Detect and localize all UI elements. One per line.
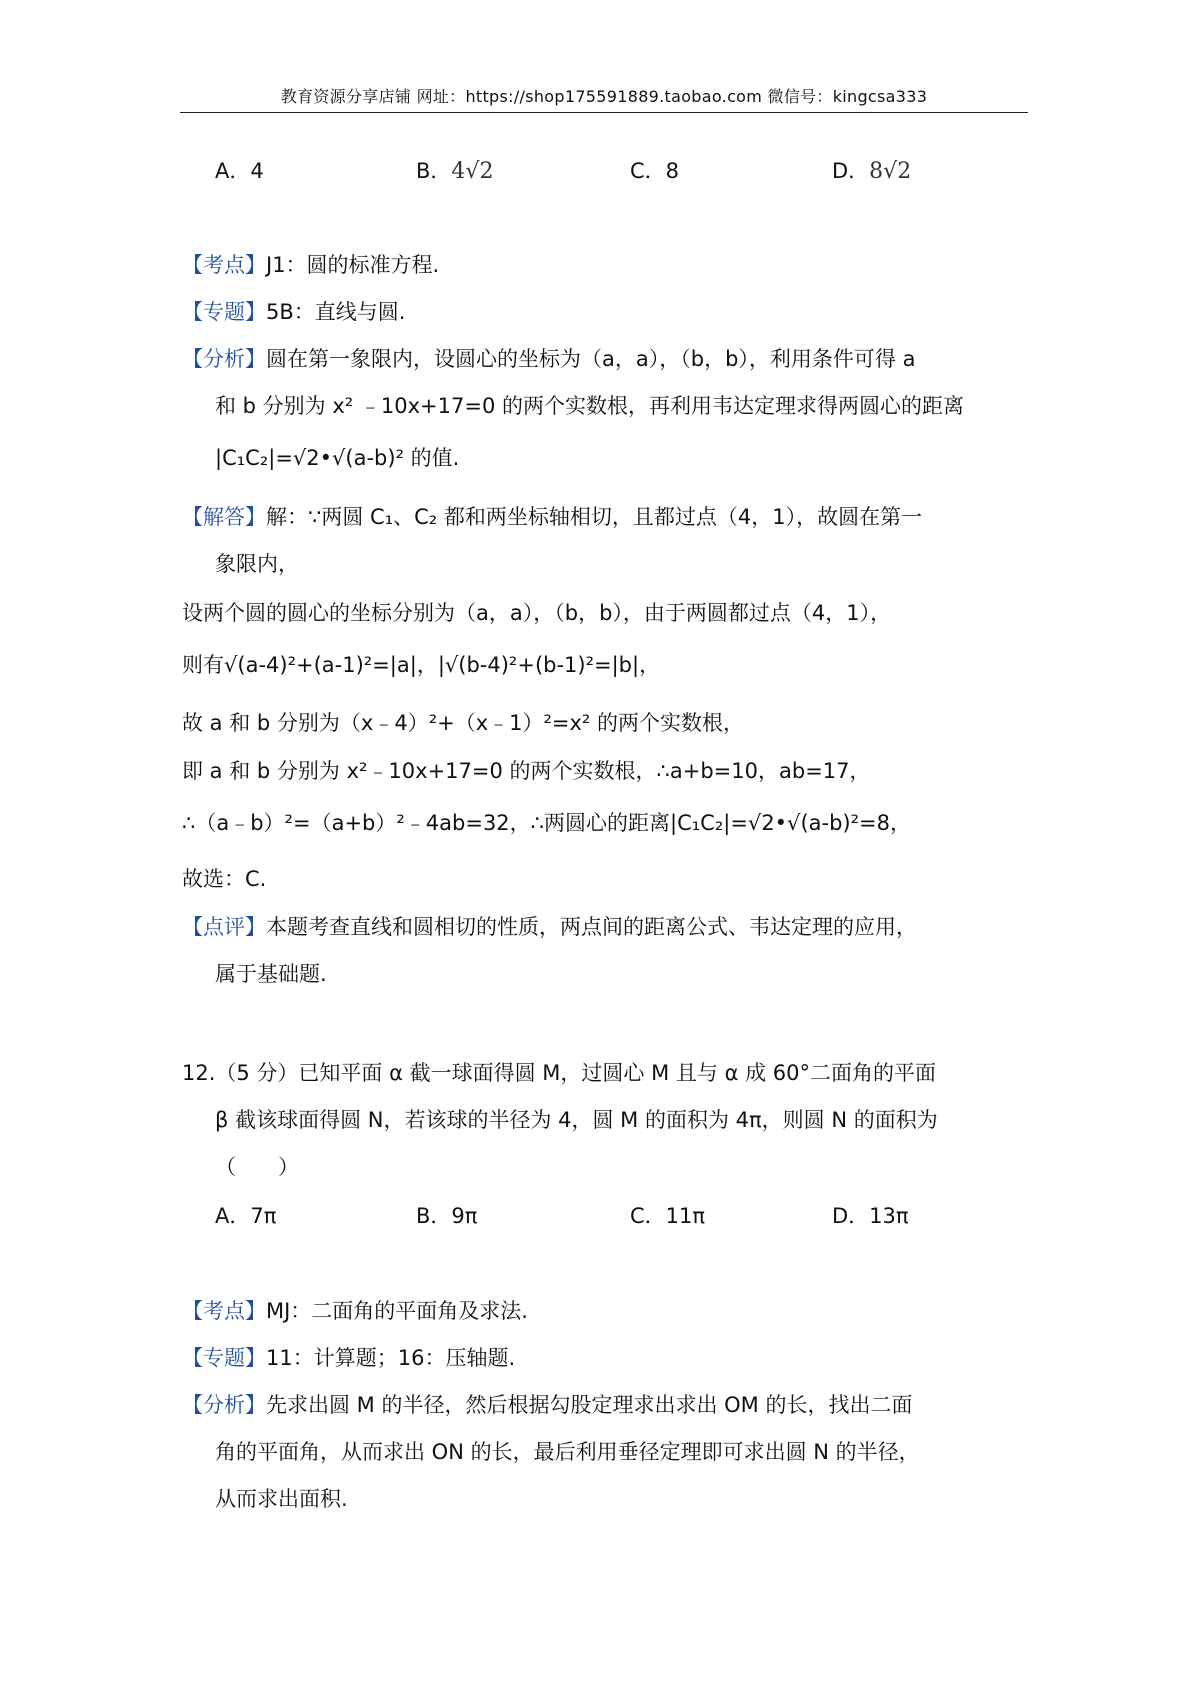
- option-value: 4√2: [451, 159, 494, 184]
- q11-jieda-line6: 即 a 和 b 分别为 x²﹣10x+17=0 的两个实数根，∴a+b=10，ab=17，: [182, 759, 871, 783]
- q11-jieda-line1: [182, 502, 922, 532]
- q12-fenxi-line3: 从而求出面积.: [215, 1487, 348, 1511]
- zhuanti-tag: 【专题】: [182, 1346, 266, 1370]
- q12-option-d: [832, 1201, 909, 1231]
- fenxi-tag: 【分析】: [182, 347, 266, 371]
- kaodian-text: J1：圆的标准方程.: [266, 253, 440, 277]
- q12-stem-line2: β 截该球面得圆 N，若该球的半径为 4，圆 M 的面积为 4π，则圆 N 的面积为: [215, 1108, 938, 1132]
- option-label: A．: [215, 159, 251, 183]
- q12-stem-line1: 12.（5 分）已知平面 α 截一球面得圆 M，过圆心 M 且与 α 成 60°二面角的平面: [182, 1061, 936, 1085]
- option-value: 8√2: [869, 159, 912, 184]
- fenxi-text: 圆在第一象限内，设圆心的坐标为（a，a），（b，b），利用条件可得 a: [266, 347, 916, 371]
- q11-zhuanti: [182, 297, 405, 327]
- fenxi-tag: 【分析】: [182, 1393, 266, 1417]
- jieda-text: 解：∵两圆 C₁、C₂ 都和两坐标轴相切，且都过点（4，1），故圆在第一: [266, 505, 923, 529]
- kaodian-text: MJ：二面角的平面角及求法.: [266, 1299, 528, 1323]
- zhuanti-text: 5B：直线与圆.: [266, 300, 406, 324]
- q11-kaodian: [182, 250, 439, 280]
- q11-dianping-line1: [182, 912, 917, 942]
- dianping-tag: 【点评】: [182, 915, 266, 939]
- q12-option-b: [416, 1201, 477, 1231]
- q11-option-b: [416, 156, 493, 187]
- kaodian-tag: 【考点】: [182, 253, 266, 277]
- zhuanti-text: 11：计算题；16：压轴题.: [266, 1346, 516, 1370]
- option-label: A．: [215, 1204, 251, 1228]
- q11-fenxi-line2: 和 b 分别为 x² ﹣10x+17=0 的两个实数根，再利用韦达定理求得两圆心的距离: [215, 394, 964, 418]
- dianping-text: 本题考查直线和圆相切的性质，两点间的距离公式、韦达定理的应用，: [266, 915, 917, 939]
- q11-jieda-line7: ∴（a﹣b）²=（a+b）²﹣4ab=32，∴两圆心的距离|C₁C₂|=√2•√(a-b)²=8，: [182, 811, 911, 835]
- header-divider: [180, 112, 1028, 113]
- q12-fenxi-line2: 角的平面角，从而求出 ON 的长，最后利用垂径定理即可求出圆 N 的半径，: [215, 1440, 920, 1464]
- option-label: D．: [832, 1204, 870, 1228]
- q12-stem-line3: （ ）: [215, 1155, 299, 1179]
- q12-fenxi-line1: [182, 1390, 912, 1420]
- page-header: 教育资源分享店铺 网址：https://shop175591889.taobao.com 微信号：kingcsa333: [280, 87, 928, 106]
- q12-kaodian: [182, 1296, 528, 1326]
- kaodian-tag: 【考点】: [182, 1299, 266, 1323]
- q12-option-c: [630, 1201, 705, 1231]
- q11-jieda-line2: 象限内，: [215, 552, 299, 576]
- q11-fenxi-line1: [182, 344, 915, 374]
- q11-fenxi-line3: |C₁C₂|=√2•√(a-b)² 的值.: [215, 446, 460, 470]
- option-label: B．: [416, 1204, 452, 1228]
- option-value: 13π: [869, 1204, 909, 1228]
- q11-option-a: [215, 156, 264, 186]
- q11-jieda-line8: 故选：C.: [182, 867, 267, 891]
- option-value: 8: [665, 159, 680, 183]
- option-label: B．: [416, 159, 452, 183]
- zhuanti-tag: 【专题】: [182, 300, 266, 324]
- q11-option-d: [832, 156, 911, 187]
- q11-jieda-line5: 故 a 和 b 分别为（x﹣4）²+（x﹣1）²=x² 的两个实数根，: [182, 711, 745, 735]
- q11-dianping-line2: 属于基础题.: [215, 962, 327, 986]
- option-value: 4: [250, 159, 264, 183]
- q11-jieda-line4: 则有√(a-4)²+(a-1)²=|a|，|√(b-4)²+(b-1)²=|b|，: [182, 653, 661, 677]
- q12-zhuanti: [182, 1343, 515, 1373]
- option-label: C．: [630, 1204, 666, 1228]
- fenxi-text: 先求出圆 M 的半径，然后根据勾股定理求出求出 OM 的长，找出二面: [266, 1393, 913, 1417]
- q12-option-a: [215, 1201, 276, 1231]
- q11-jieda-line3: 设两个圆的圆心的坐标分别为（a，a），（b，b），由于两圆都过点（4，1），: [182, 601, 892, 625]
- jieda-tag: 【解答】: [182, 505, 266, 529]
- q11-option-c: [630, 156, 679, 186]
- option-value: 9π: [451, 1204, 478, 1228]
- option-value: 11π: [665, 1204, 706, 1228]
- option-label: D．: [832, 159, 870, 183]
- option-value: 7π: [250, 1204, 277, 1228]
- option-label: C．: [630, 159, 666, 183]
